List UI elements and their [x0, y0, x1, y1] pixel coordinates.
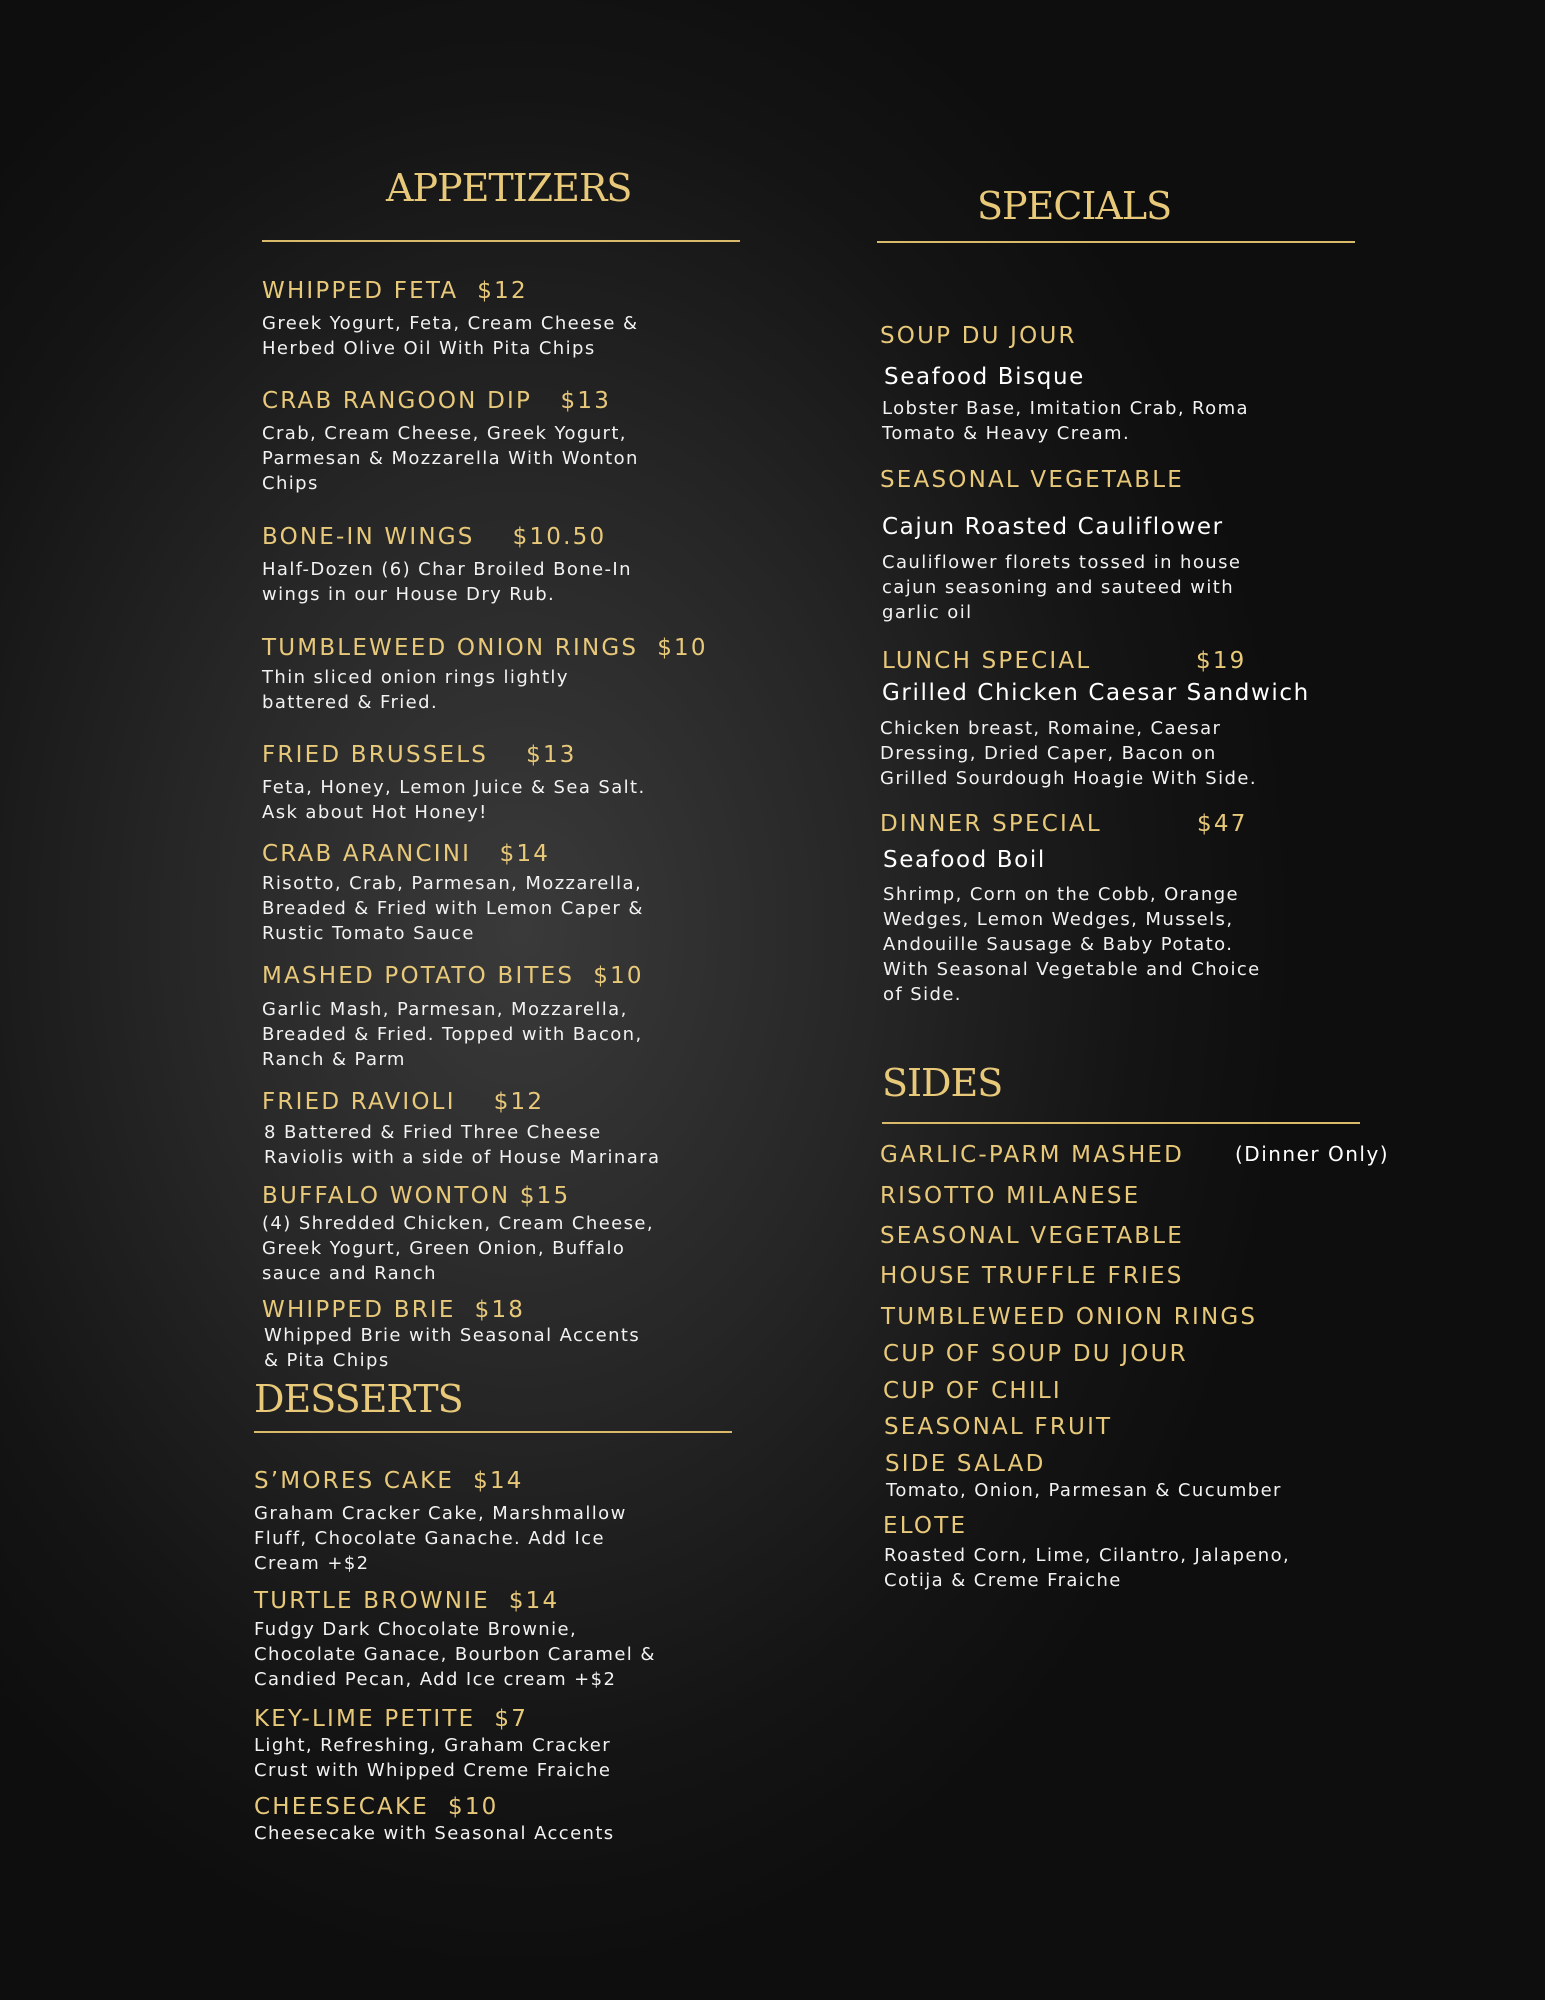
item-description: Light, Refreshing, Graham Cracker Crust with Whipped Creme Fraiche [254, 1735, 612, 1781]
side-name: ELOTE [883, 1513, 968, 1539]
side-name: SEASONAL FRUIT [884, 1414, 1113, 1440]
special-name: DINNER SPECIAL $47 [880, 811, 1248, 837]
special-dish: Seafood Bisque [884, 364, 1085, 390]
special-dish: Cajun Roasted Cauliflower [882, 514, 1224, 540]
special-dish: Seafood Boil [883, 847, 1046, 873]
side-name: CUP OF SOUP DU JOUR [883, 1341, 1188, 1367]
item-description: Risotto, Crab, Parmesan, Mozzarella, Breaded & Fried with Lemon Caper & Rustic Tomato Sauce [262, 873, 644, 944]
specials-divider [877, 241, 1355, 243]
item-name: CHEESECAKE $10 [254, 1794, 499, 1820]
side-name: TUMBLEWEED ONION RINGS [881, 1304, 1258, 1330]
item-description: Fudgy Dark Chocolate Brownie, Chocolate Ganace, Bourbon Caramel & Candied Pecan, Add Ice cream +$2 [254, 1619, 656, 1690]
item-name: FRIED BRUSSELS $13 [262, 742, 577, 768]
side-name: HOUSE TRUFFLE FRIES [880, 1263, 1184, 1289]
item-name: KEY-LIME PETITE $7 [254, 1706, 529, 1732]
desserts-heading: DESSERTS [254, 1377, 463, 1421]
special-name: SEASONAL VEGETABLE [880, 467, 1184, 493]
item-name: TURTLE BROWNIE $14 [254, 1588, 560, 1614]
side-name: GARLIC-PARM MASHED [880, 1142, 1185, 1168]
appetizers-heading: APPETIZERS [386, 166, 632, 210]
item-description: Cheesecake with Seasonal Accents [254, 1823, 615, 1844]
side-description: Tomato, Onion, Parmesan & Cucumber [886, 1480, 1282, 1501]
special-name: SOUP DU JOUR [880, 323, 1077, 349]
item-name: BUFFALO WONTON $15 [262, 1183, 571, 1209]
item-description: Crab, Cream Cheese, Greek Yogurt, Parmesan & Mozzarella With Wonton Chips [262, 423, 639, 494]
item-name: MASHED POTATO BITES $10 [262, 963, 644, 989]
sides-divider [882, 1122, 1360, 1124]
item-name: BONE-IN WINGS $10.50 [262, 524, 607, 550]
side-name: RISOTTO MILANESE [880, 1183, 1141, 1209]
special-description: Lobster Base, Imitation Crab, Roma Tomato & Heavy Cream. [882, 398, 1249, 444]
item-description: Whipped Brie with Seasonal Accents & Pita Chips [264, 1325, 641, 1371]
side-name: SIDE SALAD [885, 1451, 1046, 1477]
item-description: Graham Cracker Cake, Marshmallow Fluff, Chocolate Ganache. Add Ice Cream +$2 [254, 1503, 627, 1574]
item-description: Feta, Honey, Lemon Juice & Sea Salt. Ask about Hot Honey! [262, 777, 646, 823]
special-description: Chicken breast, Romaine, Caesar Dressing, Dried Caper, Bacon on Grilled Sourdough Hoagie With Side. [880, 718, 1257, 789]
desserts-divider [254, 1431, 732, 1433]
item-description: Half-Dozen (6) Char Broiled Bone-In wings in our House Dry Rub. [262, 559, 632, 605]
special-description: Shrimp, Corn on the Cobb, Orange Wedges, Lemon Wedges, Mussels, Andouille Sausage & Baby Potato. With Seasonal Vegetable and Choice of Side. [883, 884, 1261, 1005]
item-description: 8 Battered & Fried Three Cheese Raviolis with a side of House Marinara [264, 1122, 661, 1168]
specials-heading: SPECIALS [977, 184, 1172, 228]
item-name: TUMBLEWEED ONION RINGS $10 [262, 635, 708, 661]
side-description: Roasted Corn, Lime, Cilantro, Jalapeno, Cotija & Creme Fraiche [884, 1545, 1291, 1591]
item-description: Thin sliced onion rings lightly battered & Fried. [262, 667, 569, 713]
item-name: WHIPPED BRIE $18 [262, 1297, 526, 1323]
item-description: (4) Shredded Chicken, Cream Cheese, Greek Yogurt, Green Onion, Buffalo sauce and Ranch [262, 1213, 655, 1284]
side-note: (Dinner Only) [1235, 1142, 1390, 1166]
item-name: CRAB RANGOON DIP $13 [262, 388, 612, 414]
side-name: CUP OF CHILI [883, 1378, 1062, 1404]
sides-heading: SIDES [882, 1061, 1003, 1105]
item-name: S’MORES CAKE $14 [254, 1468, 524, 1494]
special-dish: Grilled Chicken Caesar Sandwich [882, 680, 1310, 706]
item-name: FRIED RAVIOLI $12 [262, 1089, 545, 1115]
item-description: Garlic Mash, Parmesan, Mozzarella, Breaded & Fried. Topped with Bacon, Ranch & Parm [262, 999, 643, 1070]
item-name: WHIPPED FETA $12 [262, 278, 528, 304]
item-name: CRAB ARANCINI $14 [262, 841, 551, 867]
side-name: SEASONAL VEGETABLE [880, 1223, 1184, 1249]
item-description: Greek Yogurt, Feta, Cream Cheese & Herbed Olive Oil With Pita Chips [262, 313, 639, 359]
special-name: LUNCH SPECIAL $19 [882, 648, 1247, 674]
appetizers-divider [262, 240, 740, 242]
special-description: Cauliflower florets tossed in house cajun seasoning and sauteed with garlic oil [882, 552, 1242, 623]
